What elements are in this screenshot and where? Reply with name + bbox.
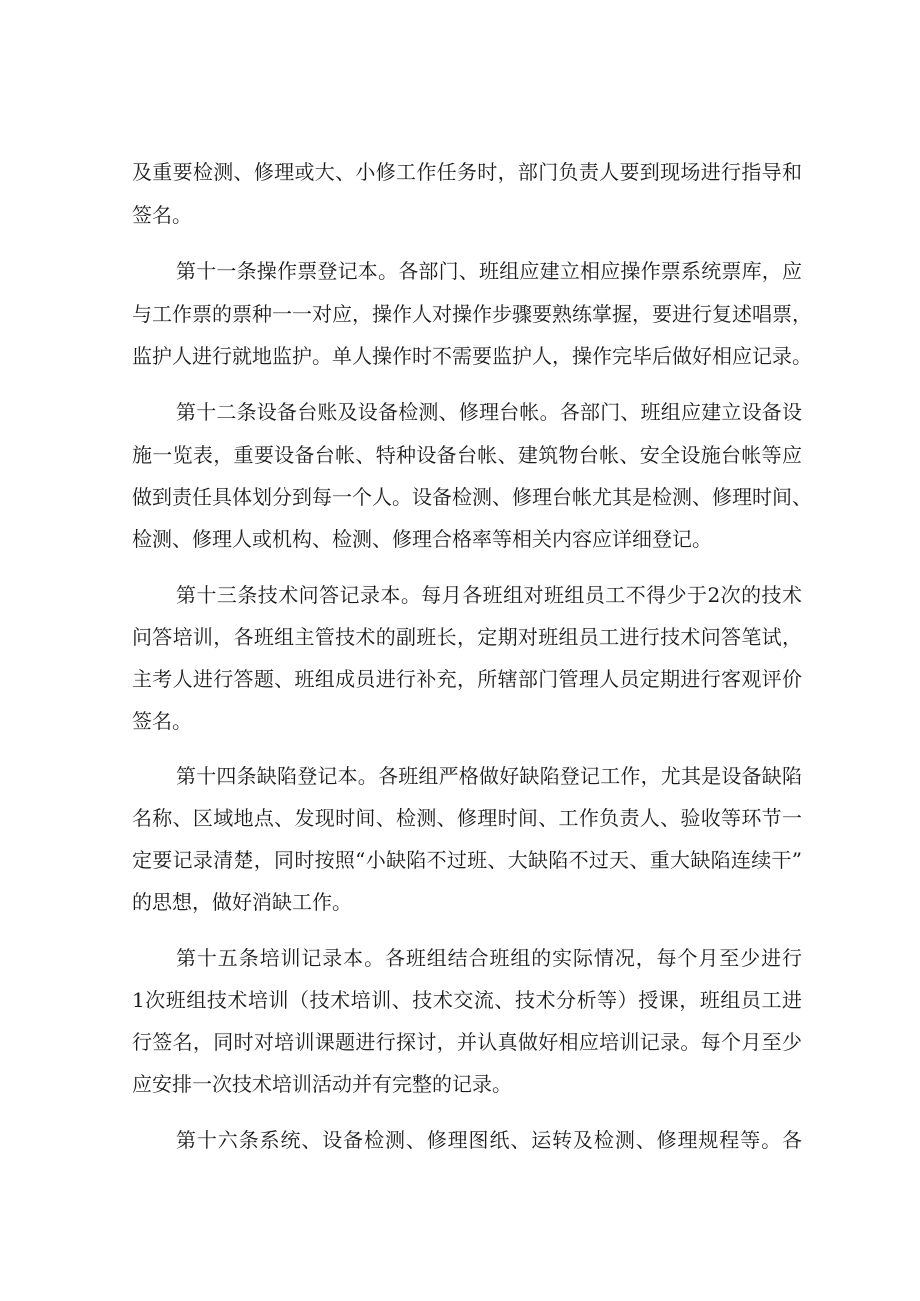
text-line: 施一览表，重要设备台帐、特种设备台帐、建筑物台帐、安全设施台帐等应 <box>132 443 802 467</box>
text-line: 定要记录清楚，同时按照“小缺陷不过班、大缺陷不过天、重大缺陷连续干” <box>132 848 802 872</box>
text-line: 做到责任具体划分到每一个人。设备检测、修理台帐尤其是检测、修理时间、 <box>132 485 812 509</box>
paragraph-start-line: 第十二条设备台账及设备检测、修理台帐。各部门、班组应建立设备设 <box>176 400 802 424</box>
text-line: 应安排一次技术培训活动并有完整的记录。 <box>132 1072 512 1096</box>
paragraph-start-line: 第十四条缺陷登记本。各班组严格做好缺陷登记工作，尤其是设备缺陷 <box>176 764 802 788</box>
paragraph-start-line: 第十六条系统、设备检测、修理图纸、运转及检测、修理规程等。各 <box>176 1128 802 1152</box>
text-line: 的思想，做好消缺工作。 <box>132 890 352 914</box>
paragraph-start-line: 第十一条操作票登记本。各部门、班组应建立相应操作票系统票库，应 <box>176 259 802 283</box>
text-line: 主考人进行答题、班组成员进行补充，所辖部门管理人员定期进行客观评价 <box>132 667 802 691</box>
paragraph-start-line: 第十五条培训记录本。各班组结合班组的实际情况，每个月至少进行 <box>176 946 802 970</box>
text-line: 行签名，同时对培训课题进行探讨，并认真做好相应培训记录。每个月至少 <box>132 1030 802 1054</box>
text-line: 1次班组技术培训（技术培训、技术交流、技术分析等）授课，班组员工进 <box>132 988 802 1012</box>
text-line: 检测、修理人或机构、检测、修理合格率等相关内容应详细登记。 <box>132 527 712 551</box>
text-line: 签名。 <box>132 203 192 227</box>
text-line: 签名。 <box>132 709 192 733</box>
text-line: 名称、区域地点、发现时间、检测、修理时间、工作负责人、验收等环节一 <box>132 806 802 830</box>
text-line: 监护人进行就地监护。单人操作时不需要监护人，操作完毕后做好相应记录。 <box>132 344 812 368</box>
text-line: 与工作票的票种一一对应，操作人对操作步骤要熟练掌握，要进行复述唱票， <box>132 302 812 326</box>
text-line: 问答培训，各班组主管技术的副班长，定期对班组员工进行技术问答笔试， <box>132 625 802 649</box>
text-line: 及重要检测、修理或大、小修工作任务时，部门负责人要到现场进行指导和 <box>132 160 802 184</box>
paragraph-start-line: 第十三条技术问答记录本。每月各班组对班组员工不得少于2次的技术 <box>176 583 802 607</box>
